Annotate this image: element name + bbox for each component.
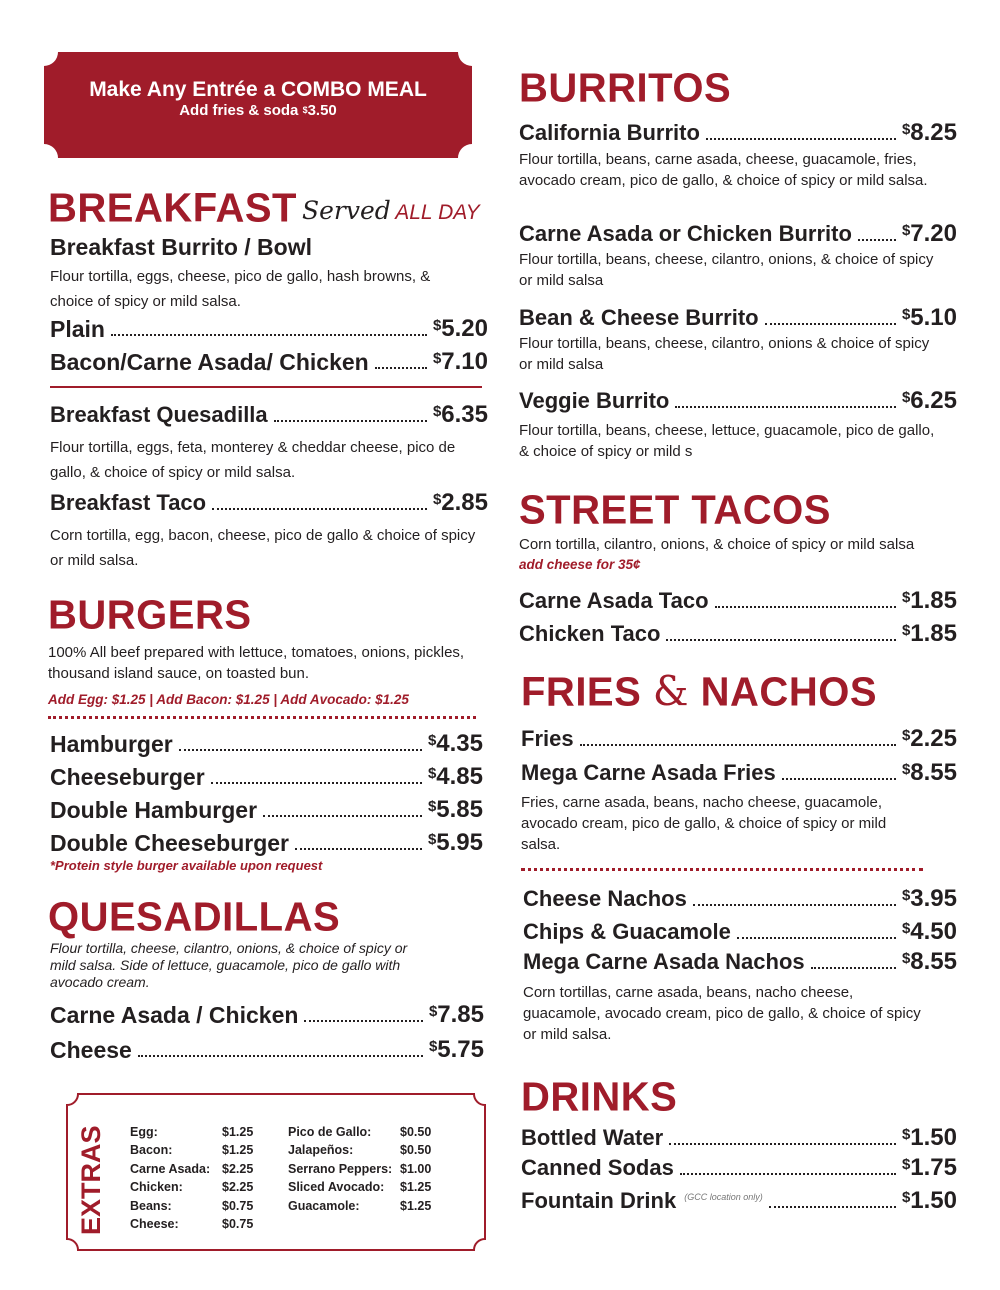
menu-item: Breakfast Quesadilla $6.35 bbox=[50, 401, 488, 428]
menu-item: Cheese $5.75 bbox=[50, 1036, 484, 1063]
drinks-heading: DRINKS bbox=[521, 1074, 678, 1120]
breakfast-burrito-title: Breakfast Burrito / Bowl bbox=[50, 234, 312, 260]
dotted-divider bbox=[48, 716, 476, 719]
extras-box bbox=[66, 1093, 486, 1251]
extras-col2-prices: $0.50 $0.50 $1.00 $1.25 $1.25 bbox=[400, 1125, 432, 1213]
menu-item: Double Cheeseburger $5.95 bbox=[50, 829, 483, 856]
extras-col1-prices: $1.25 $1.25 $2.25 $2.25 $0.75 $0.75 bbox=[222, 1125, 254, 1231]
mega-nachos-desc: Corn tortillas, carne asada, beans, nacho cheese, guacamole, avocado cream, pico de gallo, & choice of spicy or mild salsa. bbox=[523, 984, 921, 1043]
menu-item: Plain $5.20 bbox=[50, 315, 488, 342]
svg-text:EXTRAS: EXTRAS bbox=[76, 1125, 106, 1235]
menu-item: Carne Asada or Chicken Burrito $7.20 bbox=[519, 220, 957, 247]
menu-item: Bean & Cheese Burrito $5.10 bbox=[519, 304, 957, 331]
street-tacos-desc: Corn tortilla, cilantro, onions, & choice of spicy or mild salsa bbox=[519, 536, 915, 553]
carne-asada-burrito-desc: Flour tortilla, beans, cheese, cilantro, onions, & choice of spicy or mild salsa bbox=[519, 251, 934, 289]
breakfast-quesadilla-desc: Flour tortilla, eggs, feta, monterey & cheddar cheese, pico de gallo, & choice of spicy or mild salsa. bbox=[50, 439, 456, 481]
quesadillas-desc: Flour tortilla, cheese, cilantro, onions, & choice of spicy or mild salsa. Side of lettuce, guacamole, pico de gallo with avocado cream. bbox=[50, 940, 408, 990]
protein-style-note: *Protein style burger available upon request bbox=[50, 858, 323, 873]
extras-col1-names: Egg: Bacon: Carne Asada: Chicken: Beans: Cheese: bbox=[130, 1125, 211, 1231]
menu-item: Canned Sodas $1.75 bbox=[521, 1154, 957, 1181]
gcc-location-note: (GCC location only) bbox=[684, 1192, 763, 1202]
combo-title: Make Any Entrée a COMBO MEAL bbox=[89, 78, 427, 101]
add-cheese-note: add cheese for 35¢ bbox=[519, 557, 641, 572]
burritos-heading: BURRITOS bbox=[519, 65, 732, 111]
burgers-desc: 100% All beef prepared with lettuce, tomatoes, onions, pickles, thousand island sauce, on toasted bun. bbox=[48, 644, 465, 682]
breakfast-heading: BREAKFAST bbox=[48, 185, 297, 231]
fries-nachos-heading: FRIES & NACHOS bbox=[521, 668, 877, 716]
quesadillas-heading: QUESADILLAS bbox=[48, 894, 341, 940]
breakfast-burrito-desc: Flour tortilla, eggs, cheese, pico de gallo, hash browns, & choice of spicy or mild salsa. bbox=[50, 268, 431, 310]
menu-item: Carne Asada Taco $1.85 bbox=[519, 587, 957, 614]
menu-item: Fountain Drink (GCC location only) $1.50 bbox=[521, 1184, 957, 1214]
extras-col2-names: Pico de Gallo: Jalapeños: Serrano Peppers: Sliced Avocado: Guacamole: bbox=[288, 1125, 393, 1213]
california-burrito-desc: Flour tortilla, beans, carne asada, cheese, guacamole, fries, avocado cream, pico de gallo, & choice of spicy or mild salsa. bbox=[519, 151, 928, 189]
menu-item: Carne Asada / Chicken $7.85 bbox=[50, 1001, 484, 1028]
combo-subtitle: Add fries & soda $3.50 bbox=[179, 102, 337, 119]
menu-item: Bottled Water $1.50 bbox=[521, 1124, 957, 1151]
combo-banner bbox=[44, 52, 472, 158]
bean-cheese-burrito-desc: Flour tortilla, beans, cheese, cilantro, onions & choice of spicy or mild salsa bbox=[519, 335, 930, 373]
menu-item: Veggie Burrito $6.25 bbox=[519, 387, 957, 414]
menu-item: Mega Carne Asada Fries $8.55 bbox=[521, 759, 957, 786]
menu-item: California Burrito $8.25 bbox=[519, 119, 957, 146]
mega-fries-desc: Fries, carne asada, beans, nacho cheese, guacamole, avocado cream, pico de gallo, & choice of spicy or mild salsa. bbox=[521, 794, 887, 853]
menu-item: Double Hamburger $5.85 bbox=[50, 796, 483, 823]
burgers-heading: BURGERS bbox=[48, 592, 252, 638]
divider bbox=[50, 386, 482, 388]
menu-item: Mega Carne Asada Nachos $8.55 bbox=[523, 948, 957, 975]
menu-item: Cheeseburger $4.85 bbox=[50, 763, 483, 790]
menu-item: Fries $2.25 bbox=[521, 725, 957, 752]
menu-item: Hamburger $4.35 bbox=[50, 730, 483, 757]
street-tacos-heading: STREET TACOS bbox=[519, 487, 831, 533]
served-all-day: Served ALL DAY bbox=[302, 196, 480, 225]
menu-item: Chips & Guacamole $4.50 bbox=[523, 918, 957, 945]
menu-item: Breakfast Taco $2.85 bbox=[50, 489, 488, 516]
veggie-burrito-desc: Flour tortilla, beans, cheese, lettuce, guacamole, pico de gallo, & choice of spicy or mild s bbox=[519, 422, 935, 460]
menu-item: Chicken Taco $1.85 bbox=[519, 620, 957, 647]
burger-addons: Add Egg: $1.25 | Add Bacon: $1.25 | Add Avocado: $1.25 bbox=[48, 692, 409, 707]
breakfast-taco-desc: Corn tortilla, egg, bacon, cheese, pico de gallo & choice of spicy or mild salsa. bbox=[50, 527, 476, 569]
extras-label bbox=[70, 1117, 110, 1237]
dotted-divider bbox=[521, 868, 923, 871]
menu-item: Cheese Nachos $3.95 bbox=[523, 885, 957, 912]
menu-item: Bacon/Carne Asada/ Chicken $7.10 bbox=[50, 348, 488, 375]
